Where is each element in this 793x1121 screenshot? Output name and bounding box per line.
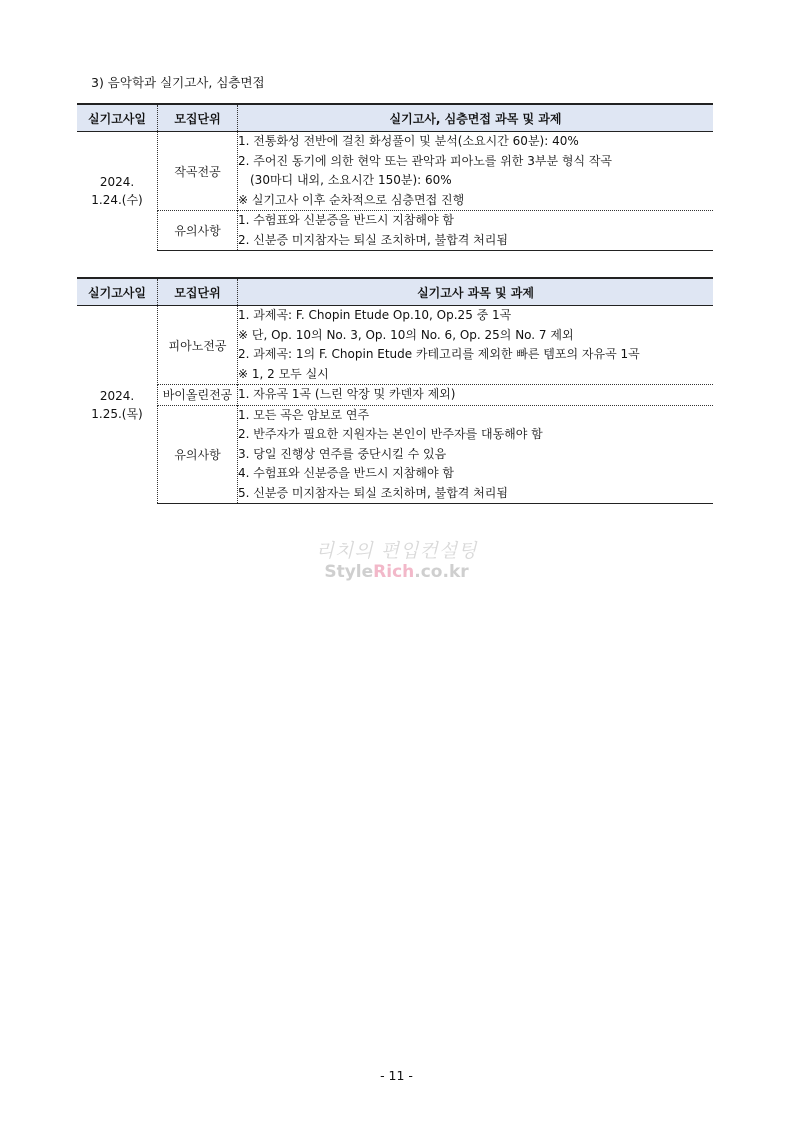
header-unit: 모집단위	[158, 278, 238, 306]
list-item: 4. 수험표와 신분증을 반드시 지참해야 함	[238, 466, 454, 480]
page-number: - 11 -	[380, 1068, 413, 1083]
table-header-row	[77, 278, 713, 306]
exam-date-day: 1.24.(수)	[91, 193, 143, 208]
list-item: 2. 반주자가 필요한 지원자는 본인이 반주자를 대동해야 함	[238, 427, 543, 441]
header-exam-date: 실기고사일	[77, 278, 158, 306]
unit-notes: 유의사항	[158, 211, 238, 251]
list-item: 2. 주어진 동기에 의한 현악 또는 관악과 피아노를 위한 3부분 형식 작곡	[238, 153, 613, 168]
list-item: (30마디 내외, 소요시간 150분): 60%	[250, 173, 452, 187]
exam-date-cell	[77, 306, 158, 504]
list-item: 2. 신분증 미지참자는 퇴실 조치하며, 불합격 처리됨	[238, 232, 508, 247]
table-row	[77, 405, 713, 504]
exam-date-year: 2024.	[99, 175, 135, 190]
table-row	[77, 132, 713, 211]
subject-list	[238, 306, 714, 385]
watermark-url-accent: Rich	[373, 562, 415, 582]
unit-notes: 유의사항	[158, 405, 238, 504]
list-item: 1. 과제곡: F. Chopin Etude Op.10, Op.25 중 1곡	[238, 308, 512, 322]
list-item: 1. 모든 곡은 암보로 연주	[238, 407, 370, 422]
header-subjects: 실기고사 과목 및 과제	[238, 278, 714, 306]
header-exam-date: 실기고사일	[77, 104, 158, 132]
watermark-logo-text: 리치의 편입컨설팅	[315, 540, 478, 562]
list-item: 3. 당일 진행상 연주를 중단시킬 수 있음	[238, 446, 447, 461]
notes-list	[238, 211, 714, 251]
table-row	[77, 385, 713, 406]
list-item: 2. 과제곡: 1의 F. Chopin Etude 카테고리를 제외한 빠른 템포의 자유곡 1곡	[238, 347, 640, 361]
list-item: ※ 1, 2 모두 실시	[238, 366, 329, 381]
watermark-url	[0, 562, 793, 582]
table-header-row	[77, 104, 713, 132]
unit-violin: 바이올린전공	[158, 385, 238, 406]
table-row	[77, 306, 713, 385]
subject-list	[238, 132, 714, 211]
section-title: 3) 음악학과 실기고사, 심층면접	[91, 75, 265, 90]
watermark-url-part: Style	[324, 562, 374, 582]
watermark-url-part: .co.kr	[414, 562, 469, 582]
exam-date-year: 2024.	[99, 388, 135, 403]
list-item: 5. 신분증 미지참자는 퇴실 조치하며, 불합격 처리됨	[238, 485, 508, 500]
table-row	[77, 211, 713, 251]
header-subjects: 실기고사, 심층면접 과목 및 과제	[238, 104, 714, 132]
exam-schedule-table-1	[77, 103, 713, 251]
unit-piano: 피아노전공	[158, 306, 238, 385]
list-item: 1. 자유곡 1곡 (느린 악장 및 카덴자 제외)	[238, 387, 456, 401]
header-unit: 모집단위	[158, 104, 238, 132]
exam-date-day: 1.25.(목)	[91, 406, 143, 421]
list-item: ※ 실기고사 이후 순차적으로 심층면접 진행	[238, 192, 465, 207]
unit-composition: 작곡전공	[158, 132, 238, 211]
exam-date-cell	[77, 132, 158, 251]
list-item: ※ 단, Op. 10의 No. 3, Op. 10의 No. 6, Op. 25의 No. 7 제외	[238, 327, 574, 342]
list-item: 1. 전통화성 전반에 걸친 화성풀이 및 분석(소요시간 60분): 40%	[238, 134, 579, 148]
notes-list	[238, 405, 714, 504]
subject-list	[238, 385, 714, 406]
exam-schedule-table-2	[77, 277, 713, 504]
list-item: 1. 수험표와 신분증을 반드시 지참해야 함	[238, 213, 454, 227]
